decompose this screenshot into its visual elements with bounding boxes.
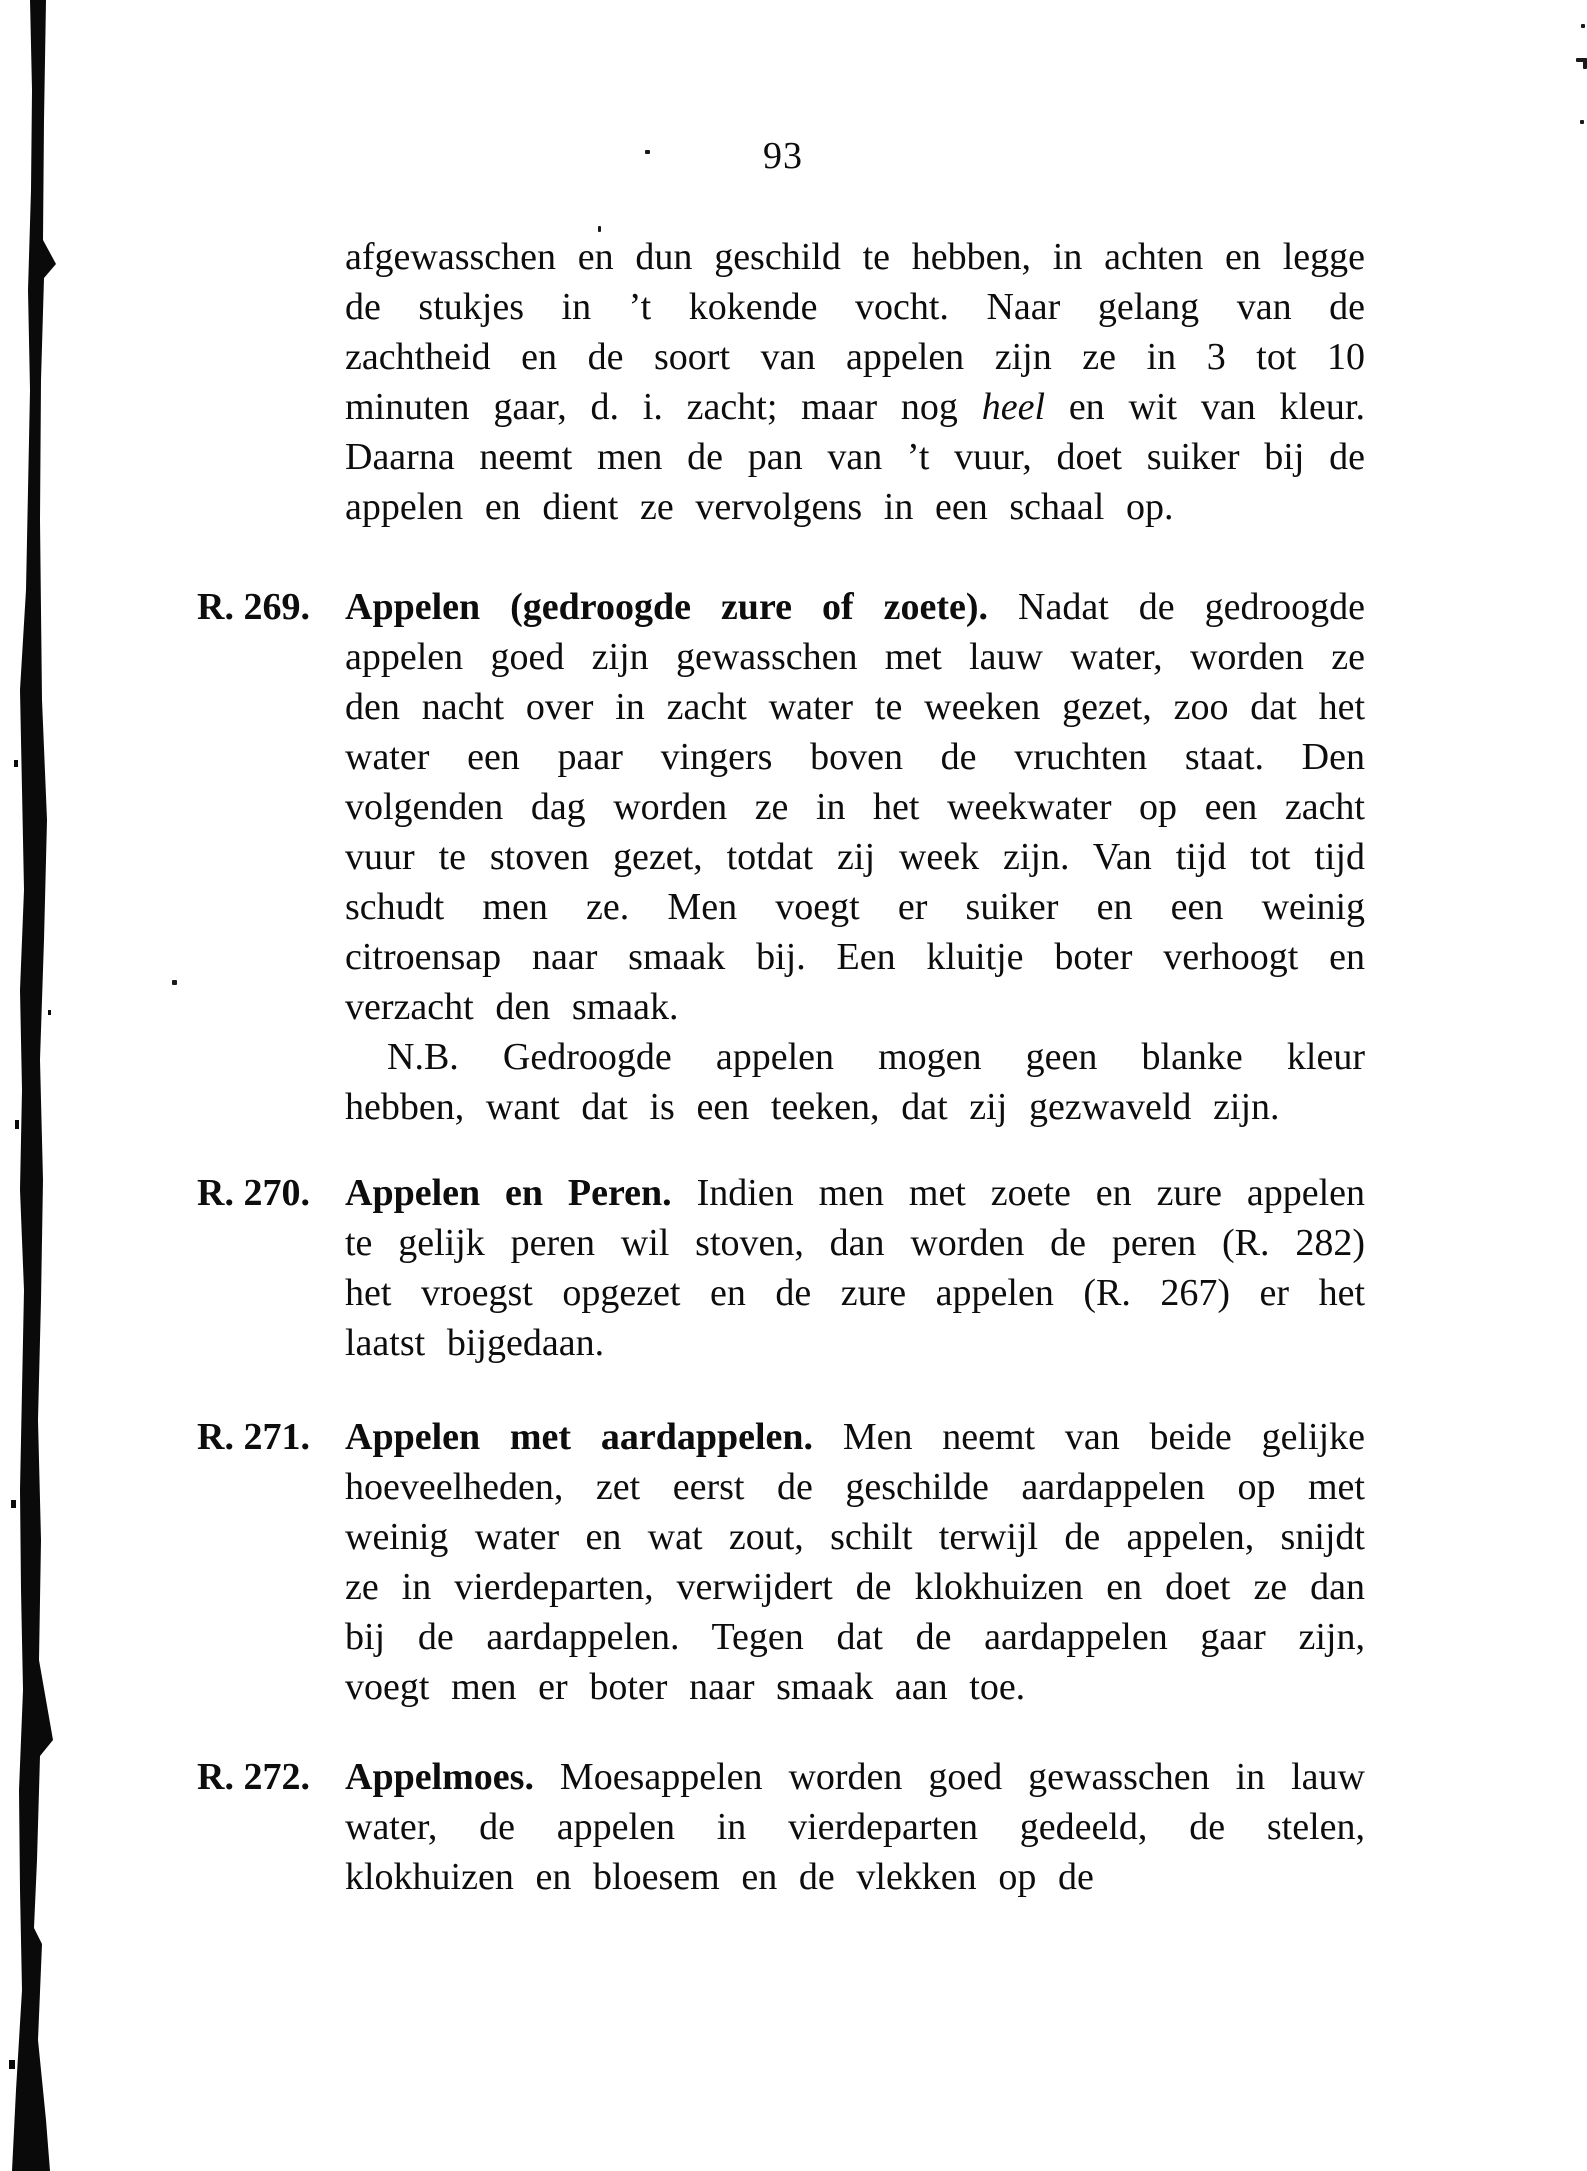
recipe-text [345, 582, 1365, 1032]
recipe-number: R. 270. [197, 1172, 310, 1214]
intro-italic-word: heel [981, 386, 1046, 428]
recipe-entry-269 [197, 582, 1365, 1132]
recipe-body: Moesappelen worden goed gewasschen in lauw water, de appelen in vierdeparten gedeeld, de stelen, klokhuizen en bloesem en de vlekken op de [345, 1756, 1365, 1898]
text-column [197, 135, 1365, 1902]
recipe-body: Nadat de gedroogde appelen goed zijn gewasschen met lauw water, worden ze den nacht over in zacht water te weeken gezet, zoo dat het water een paar vingers boven de vruchten staat. Den volgenden dag worden ze in het weekwater op een zacht vuur te stoven gezet, totdat zij week zijn. Van tijd tot tijd schudt men ze. Men voegt er suiker en een weinig citroensap naar smaak bij. Een kluitje boter verhoogt en verzacht den smaak. [345, 586, 1365, 1028]
recipe-entry-270 [197, 1168, 1365, 1368]
recipe-title: Appelmoes. [345, 1756, 534, 1798]
recipe-title: Appelen met aardappelen. [345, 1416, 814, 1458]
scan-speck [1583, 58, 1587, 69]
intro-text-end: en wit van kleur. Daarna neemt men de pan van ’t vuur, doet suiker bij de appelen en dient ze vervolgens in een schaal op. [345, 386, 1365, 528]
recipe-note: N.B. Gedroogde appelen mogen geen blanke kleur hebben, want dat is een teeken, dat zij gezwaveld zijn. [345, 1036, 1365, 1128]
recipe-title: Appelen en Peren. [345, 1172, 672, 1214]
recipe-body: Indien men met zoete en zure appelen te gelijk peren wil stoven, dan worden de peren (R. 282) het vroegst opgezet en de zure appelen (R. 267) er het laatst bijgedaan. [345, 1172, 1365, 1364]
scan-speck [172, 980, 177, 985]
intro-text-start: afgewasschen en dun geschild te hebben, in achten en legge de stukjes in ’t kokende vocht. Naar gelang van de zachtheid en de soort van appelen zijn ze in 3 tot 10 minuten gaar, d. i. zacht; maar nog [345, 236, 1365, 428]
page-number: 93 [763, 135, 803, 177]
recipe-text [345, 1752, 1365, 1902]
scan-speck [1580, 120, 1584, 124]
recipe-number: R. 272. [197, 1756, 310, 1798]
recipe-number: R. 269. [197, 586, 310, 628]
recipe-title: Appelen (gedroogde zure of zoete). [345, 586, 989, 628]
recipe-entry-271 [197, 1412, 1365, 1712]
recipe-number: R. 271. [197, 1416, 310, 1458]
intro-paragraph [345, 232, 1365, 532]
binding-shadow-artifact [0, 0, 70, 2171]
recipe-entry-272 [197, 1752, 1365, 1902]
recipe-text [345, 1412, 1365, 1712]
recipe-text [345, 1168, 1365, 1368]
recipe-body: Men neemt van beide gelijke hoeveelheden, zet eerst de geschilde aardappelen op met weinig water en wat zout, schilt terwijl de appelen, snijdt ze in vierdeparten, verwijdert de klokhuizen en doet ze dan bij de aardappelen. Tegen dat de aardappelen gaar zijn, voegt men er boter naar smaak aan toe. [345, 1416, 1365, 1708]
scan-speck [1581, 24, 1585, 28]
